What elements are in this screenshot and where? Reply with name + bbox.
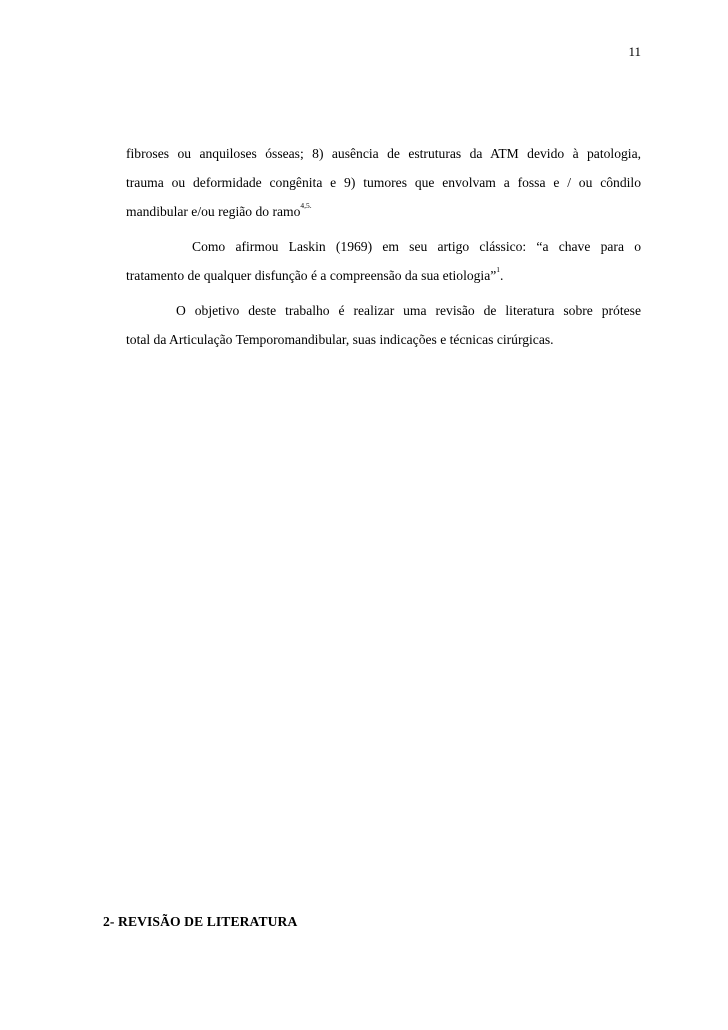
paragraph-3-line-1: O objetivo deste trabalho é realizar uma revisão de literatura sobre prótese — [176, 303, 641, 318]
reference-superscript: 1 — [496, 265, 501, 274]
paragraph-2-line-2-trail: . — [500, 268, 504, 283]
reference-superscript: 4,5. — [300, 201, 312, 210]
paragraph-2-line-2-text: tratamento de qualquer disfunção é a compreensão da sua etiologia” — [126, 268, 497, 283]
paragraph-1-line-1: fibroses ou anquiloses ósseas; 8) ausência de estruturas da ATM devido à patologia, — [126, 146, 641, 161]
body-text — [126, 139, 641, 354]
paragraph-2-line-1: Como afirmou Laskin (1969) em seu artigo clássico: “a chave para o — [192, 239, 641, 254]
paragraph-1-line-2: trauma ou deformidade congênita e 9) tumores que envolvam a fossa e / ou côndilo — [126, 175, 641, 190]
paragraph-1-line-3 — [126, 197, 641, 226]
paragraph-3-line-2: total da Articulação Temporomandibular, suas indicações e técnicas cirúrgicas. — [126, 332, 554, 347]
paragraph-2-line-2 — [126, 261, 641, 290]
section-heading: 2- REVISÃO DE LITERATURA — [103, 914, 298, 929]
page-number: 11 — [628, 44, 641, 59]
paragraph-1-line-3-text: mandibular e/ou região do ramo — [126, 204, 301, 219]
